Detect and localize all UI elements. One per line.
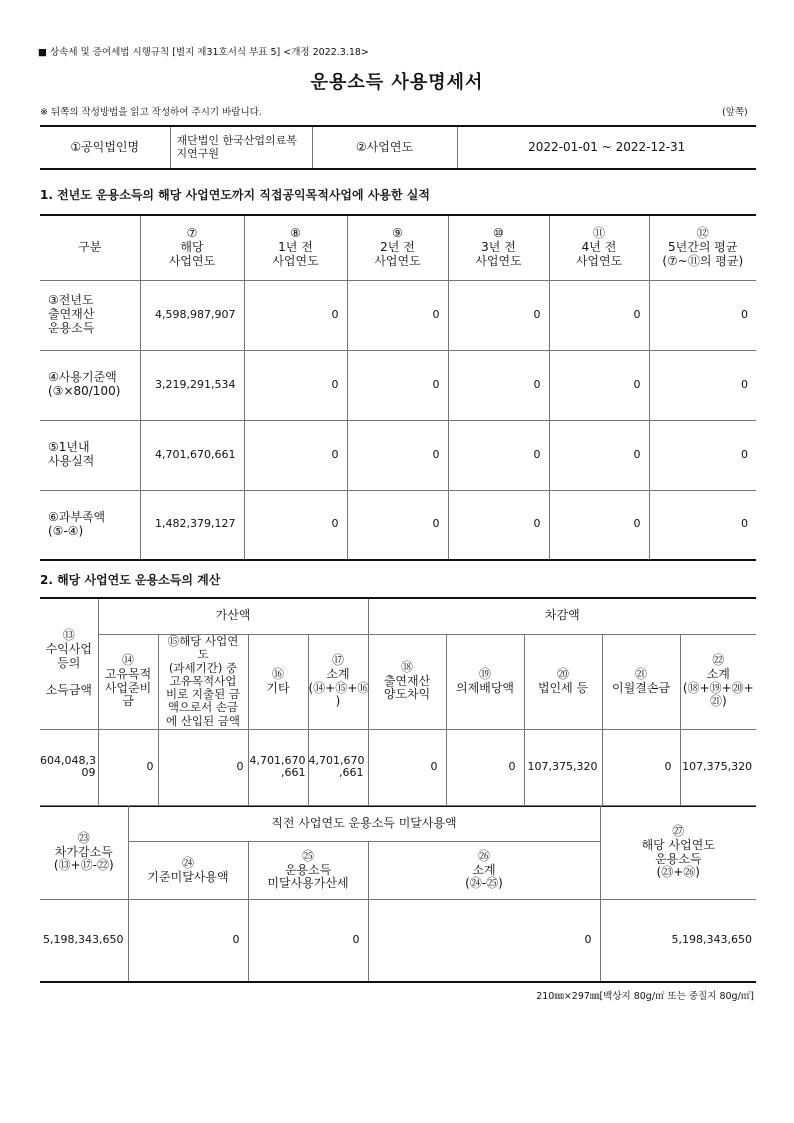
cell: 0	[158, 729, 248, 806]
section1-table	[40, 214, 756, 561]
cell: 4,701,670 ,661	[248, 729, 308, 806]
h26-subtotal: ㉖ 소계 (㉔-㉕)	[368, 842, 600, 900]
cell: 0	[649, 490, 756, 560]
row-label: ③전년도 출연재산 운용소득	[40, 280, 140, 350]
s1-header-current-year: ⑦ 해당 사업연도	[140, 215, 244, 280]
cell: 0	[649, 280, 756, 350]
cell: 0	[649, 350, 756, 420]
section2-table-2	[40, 805, 756, 983]
cell: 0	[244, 350, 347, 420]
row-label: ⑥과부족액 (⑤-④)	[40, 490, 140, 560]
h23-net-income: ㉓ 차가감소득 (⑬+⑰-㉒)	[40, 806, 128, 900]
table-row	[40, 280, 756, 350]
cell: 0	[549, 280, 649, 350]
table-row	[40, 350, 756, 420]
cell: 0	[549, 350, 649, 420]
h14-reserve: ⑭ 고유목적 사업준비 금	[98, 634, 158, 729]
cell: 4,598,987,907	[140, 280, 244, 350]
cell: 0	[448, 490, 549, 560]
info-table	[40, 125, 756, 170]
h25-penalty-tax: ㉕ 운용소득 미달사용가산세	[248, 842, 368, 900]
cell: 0	[347, 350, 448, 420]
h15-expense: ⑮해당 사업연 도 (과세기간) 중 고유목적사업 비로 지출된 금 액으로서 손금 에 산입된 금액	[158, 634, 248, 729]
cell: 0	[347, 490, 448, 560]
s1-header-1y-ago: ⑧ 1년 전 사업연도	[244, 215, 347, 280]
cell: 0	[368, 900, 600, 982]
cell: 0	[347, 280, 448, 350]
h17-subtotal: ⑰ 소계 (⑭+⑮+⑯ )	[308, 634, 368, 729]
section2-title: 2. 해당 사업연도 운용소득의 계산	[40, 573, 221, 587]
cell: 1,482,379,127	[140, 490, 244, 560]
cell: 0	[448, 350, 549, 420]
section2-table-1	[40, 597, 756, 807]
section1-title: 1. 전년도 운용소득의 해당 사업연도까지 직접공익목적사업에 사용한 실적	[40, 188, 430, 202]
cell: 107,375,320	[524, 729, 602, 806]
shortfall-group: 직전 사업연도 운용소득 미달사용액	[128, 806, 600, 842]
table-row	[40, 420, 756, 490]
cell: 0	[98, 729, 158, 806]
s1-header-category: 구분	[40, 215, 140, 280]
row-label: ⑤1년내 사용실적	[40, 420, 140, 490]
cell: 0	[549, 420, 649, 490]
cell: 0	[368, 729, 446, 806]
cell: 0	[244, 490, 347, 560]
row-label: ④사용기준액 (③×80/100)	[40, 350, 140, 420]
corp-name-label: ①공익법인명	[40, 126, 170, 169]
cell: 0	[448, 280, 549, 350]
cell: 5,198,343,650	[40, 900, 128, 982]
page-title: 운용소득 사용명세서	[310, 72, 484, 93]
regulation-text: ■ 상속세 및 증여세법 시행규칙 [별지 제31호서식 부표 5] <개정 2022.3.18>	[38, 47, 369, 58]
cell: 0	[128, 900, 248, 982]
cell: 5,198,343,650	[600, 900, 756, 982]
corp-name-value: 재단법인 한국산업의료복 지연구원	[170, 126, 312, 169]
h18-capital-gain: ⑱ 출연재산 양도차익	[368, 634, 446, 729]
subtract-amount-group: 차감액	[368, 598, 756, 634]
table-row	[40, 900, 756, 982]
cell: 0	[602, 729, 680, 806]
h13-income-amount: ⑬ 수익사업 등의 소득금액	[40, 598, 98, 729]
h16-other: ⑯ 기타	[248, 634, 308, 729]
instruction-note: ※ 뒤쪽의 작성방법을 읽고 작성하여 주시기 바랍니다.	[40, 107, 262, 118]
cell: 4,701,670,661	[140, 420, 244, 490]
s1-header-5y-avg: ⑫ 5년간의 평균 (⑦~⑪의 평균)	[649, 215, 756, 280]
table-row	[40, 490, 756, 560]
h24-standard-shortfall: ㉔ 기준미달사용액	[128, 842, 248, 900]
h22-subtotal: ㉒ 소계 (⑱+⑲+⑳+ ㉑)	[680, 634, 756, 729]
cell: 0	[448, 420, 549, 490]
add-amount-group: 가산액	[98, 598, 368, 634]
cell: 0	[549, 490, 649, 560]
cell: 3,219,291,534	[140, 350, 244, 420]
h21-loss-carryforward: ㉑ 이월결손금	[602, 634, 680, 729]
business-year-label: ②사업연도	[312, 126, 457, 169]
table-row	[40, 729, 756, 806]
cell: 0	[248, 900, 368, 982]
cell: 0	[649, 420, 756, 490]
cell: 0	[244, 420, 347, 490]
cell: 0	[347, 420, 448, 490]
cell: 107,375,320	[680, 729, 756, 806]
h20-corporate-tax: ⑳ 법인세 등	[524, 634, 602, 729]
h27-current-income: ㉗ 해당 사업연도 운용소득 (㉓+㉖)	[600, 806, 756, 900]
s1-header-2y-ago: ⑨ 2년 전 사업연도	[347, 215, 448, 280]
s1-header-3y-ago: ⑩ 3년 전 사업연도	[448, 215, 549, 280]
paper-spec-footer: 210㎜×297㎜[백상지 80g/㎡ 또는 중질지 80g/㎡]	[536, 991, 754, 1002]
cell: 0	[244, 280, 347, 350]
s1-header-4y-ago: ⑪ 4년 전 사업연도	[549, 215, 649, 280]
h19-deemed-dividend: ⑲ 의제배당액	[446, 634, 524, 729]
cell: 4,701,670 ,661	[308, 729, 368, 806]
business-year-value: 2022-01-01 ~ 2022-12-31	[457, 126, 756, 169]
page-side-label: (앞쪽)	[722, 107, 748, 118]
cell: 604,048,3 09	[40, 729, 98, 806]
cell: 0	[446, 729, 524, 806]
